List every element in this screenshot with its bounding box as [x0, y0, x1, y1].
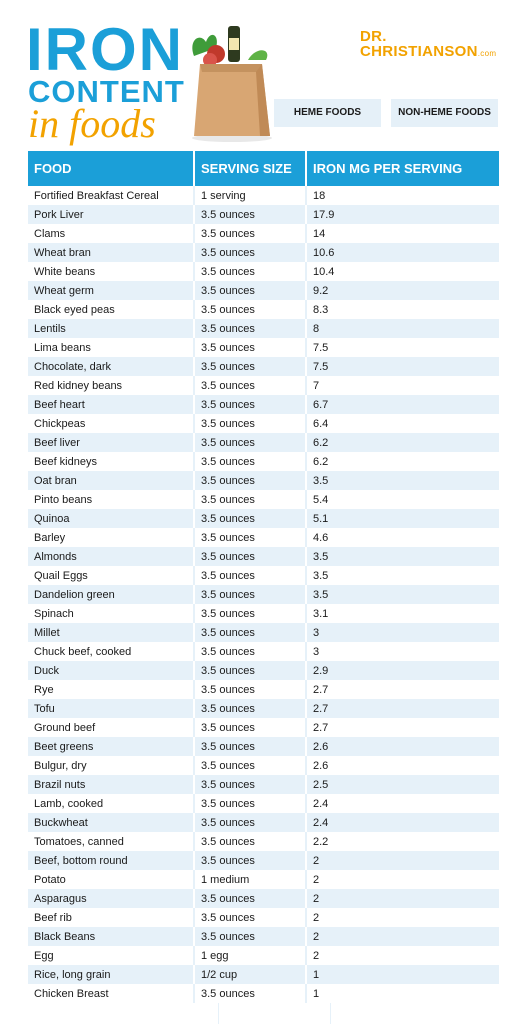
iron-mg-cell: 7 — [306, 376, 499, 395]
serving-size-cell: 3.5 ounces — [194, 832, 306, 851]
serving-size-cell: 3.5 ounces — [194, 623, 306, 642]
serving-size-cell: 1/2 cup — [194, 965, 306, 984]
table-row — [28, 965, 499, 984]
serving-size-cell: 3.5 ounces — [194, 566, 306, 585]
serving-size-cell: 3.5 ounces — [194, 908, 306, 927]
food-cell: Black Beans — [28, 927, 194, 946]
iron-mg-cell: 1 — [306, 984, 499, 1003]
food-cell: Millet — [28, 623, 194, 642]
title-iron: IRON — [26, 16, 184, 83]
iron-mg-cell: 9.2 — [306, 281, 499, 300]
iron-mg-cell: 3.5 — [306, 566, 499, 585]
serving-size-cell: 3.5 ounces — [194, 300, 306, 319]
serving-size-cell: 3.5 ounces — [194, 319, 306, 338]
food-cell: Rye — [28, 680, 194, 699]
serving-size-cell: 3.5 ounces — [194, 471, 306, 490]
food-cell: Beef, bottom round — [28, 851, 194, 870]
column-header-food: FOOD — [28, 151, 194, 186]
iron-mg-cell: 7.5 — [306, 338, 499, 357]
table-row — [28, 775, 499, 794]
iron-mg-cell: 3 — [306, 642, 499, 661]
table-row — [28, 414, 499, 433]
food-cell: Quail Eggs — [28, 566, 194, 585]
table-header-row — [28, 151, 499, 186]
table-row — [28, 680, 499, 699]
serving-size-cell: 3.5 ounces — [194, 490, 306, 509]
iron-mg-cell: 10.4 — [306, 262, 499, 281]
table-row — [28, 699, 499, 718]
serving-size-cell: 3.5 ounces — [194, 737, 306, 756]
food-cell: Potato — [28, 870, 194, 889]
table-row — [28, 509, 499, 528]
iron-mg-cell: 2 — [306, 946, 499, 965]
iron-mg-cell: 2.7 — [306, 718, 499, 737]
legend-heme-foods: HEME FOODS — [274, 99, 381, 127]
title-subtitle: in foods — [28, 101, 156, 146]
iron-mg-cell: 10.6 — [306, 243, 499, 262]
iron-mg-cell: 1 — [306, 965, 499, 984]
food-cell: Asparagus — [28, 889, 194, 908]
serving-size-cell: 3.5 ounces — [194, 224, 306, 243]
iron-mg-cell: 6.2 — [306, 452, 499, 471]
serving-size-cell: 3.5 ounces — [194, 756, 306, 775]
food-cell: Wheat germ — [28, 281, 194, 300]
table-row — [28, 737, 499, 756]
food-cell: Lima beans — [28, 338, 194, 357]
iron-mg-cell: 2 — [306, 889, 499, 908]
serving-size-cell: 3.5 ounces — [194, 509, 306, 528]
serving-size-cell: 3.5 ounces — [194, 433, 306, 452]
food-cell: Egg — [28, 946, 194, 965]
iron-mg-cell: 17.9 — [306, 205, 499, 224]
iron-mg-cell: 2 — [306, 908, 499, 927]
iron-mg-cell: 2 — [306, 870, 499, 889]
serving-size-cell: 3.5 ounces — [194, 604, 306, 623]
table-row — [28, 832, 499, 851]
serving-size-cell: 3.5 ounces — [194, 794, 306, 813]
serving-size-cell: 3.5 ounces — [194, 357, 306, 376]
iron-mg-cell: 8 — [306, 319, 499, 338]
iron-mg-cell: 6.4 — [306, 414, 499, 433]
serving-size-cell: 3.5 ounces — [194, 585, 306, 604]
table-row — [28, 224, 499, 243]
serving-size-cell: 3.5 ounces — [194, 262, 306, 281]
table-row — [28, 205, 499, 224]
iron-mg-cell: 2 — [306, 851, 499, 870]
food-cell: Ground beef — [28, 718, 194, 737]
column-header-serving-size: SERVING SIZE — [194, 151, 306, 186]
table-row — [28, 946, 499, 965]
table-row — [28, 338, 499, 357]
serving-size-cell: 3.5 ounces — [194, 528, 306, 547]
table-row — [28, 357, 499, 376]
iron-mg-cell: 3.1 — [306, 604, 499, 623]
table-row — [28, 813, 499, 832]
paper-bag-fold — [200, 64, 262, 72]
iron-mg-cell: 2.4 — [306, 813, 499, 832]
food-cell: Fortified Breakfast Cereal — [28, 186, 194, 205]
iron-mg-cell: 2 — [306, 927, 499, 946]
food-cell: Spinach — [28, 604, 194, 623]
food-cell: Duck — [28, 661, 194, 680]
serving-size-cell: 3.5 ounces — [194, 395, 306, 414]
grocery-bag-icon — [186, 20, 278, 144]
table-row — [28, 433, 499, 452]
iron-mg-cell: 7.5 — [306, 357, 499, 376]
table-row — [28, 490, 499, 509]
food-cell: Almonds — [28, 547, 194, 566]
food-cell: Bulgur, dry — [28, 756, 194, 775]
iron-mg-cell: 14 — [306, 224, 499, 243]
food-cell: Brazil nuts — [28, 775, 194, 794]
serving-size-cell: 3.5 ounces — [194, 889, 306, 908]
iron-mg-cell: 3 — [306, 623, 499, 642]
serving-size-cell: 3.5 ounces — [194, 699, 306, 718]
table-row — [28, 623, 499, 642]
serving-size-cell: 1 medium — [194, 870, 306, 889]
table-row — [28, 756, 499, 775]
food-cell: Lentils — [28, 319, 194, 338]
food-cell: White beans — [28, 262, 194, 281]
iron-mg-cell: 2.2 — [306, 832, 499, 851]
food-cell: Barley — [28, 528, 194, 547]
legend-non-heme-foods: NON-HEME FOODS — [391, 99, 498, 127]
iron-mg-cell: 2.7 — [306, 699, 499, 718]
table-row — [28, 281, 499, 300]
food-cell: Beef liver — [28, 433, 194, 452]
table-row — [28, 642, 499, 661]
table-row — [28, 566, 499, 585]
table-row — [28, 319, 499, 338]
food-cell: Chicken Breast — [28, 984, 194, 1003]
table-row — [28, 604, 499, 623]
serving-size-cell: 3.5 ounces — [194, 775, 306, 794]
serving-size-cell: 3.5 ounces — [194, 642, 306, 661]
table-row — [28, 528, 499, 547]
iron-mg-cell: 5.4 — [306, 490, 499, 509]
serving-size-cell: 3.5 ounces — [194, 414, 306, 433]
iron-mg-cell: 2.7 — [306, 680, 499, 699]
table-row — [28, 300, 499, 319]
table-row — [28, 585, 499, 604]
food-cell: Dandelion green — [28, 585, 194, 604]
table-row — [28, 908, 499, 927]
food-cell: Buckwheat — [28, 813, 194, 832]
serving-size-cell: 3.5 ounces — [194, 661, 306, 680]
table-row — [28, 186, 499, 205]
iron-mg-cell: 6.7 — [306, 395, 499, 414]
serving-size-cell: 3.5 ounces — [194, 984, 306, 1003]
food-cell: Wheat bran — [28, 243, 194, 262]
food-cell: Black eyed peas — [28, 300, 194, 319]
food-cell: Quinoa — [28, 509, 194, 528]
table-row — [28, 376, 499, 395]
iron-mg-cell: 2.4 — [306, 794, 499, 813]
table-row — [28, 984, 499, 1003]
table-row — [28, 262, 499, 281]
iron-mg-cell: 2.6 — [306, 737, 499, 756]
serving-size-cell: 3.5 ounces — [194, 376, 306, 395]
table-row — [28, 547, 499, 566]
food-cell: Chickpeas — [28, 414, 194, 433]
serving-size-cell: 3.5 ounces — [194, 547, 306, 566]
brand-suffix: .com — [477, 49, 497, 58]
serving-size-cell: 3.5 ounces — [194, 338, 306, 357]
iron-mg-cell: 2.5 — [306, 775, 499, 794]
iron-mg-cell: 2.9 — [306, 661, 499, 680]
table-row — [28, 870, 499, 889]
serving-size-cell: 3.5 ounces — [194, 813, 306, 832]
table-row — [28, 927, 499, 946]
bottle-label — [229, 38, 239, 50]
serving-size-cell: 3.5 ounces — [194, 718, 306, 737]
food-cell: Red kidney beans — [28, 376, 194, 395]
serving-size-cell: 1 egg — [194, 946, 306, 965]
food-cell: Chuck beef, cooked — [28, 642, 194, 661]
food-cell: Beef kidneys — [28, 452, 194, 471]
iron-mg-cell: 6.2 — [306, 433, 499, 452]
iron-mg-cell: 3.5 — [306, 471, 499, 490]
food-cell: Pinto beans — [28, 490, 194, 509]
serving-size-cell: 3.5 ounces — [194, 243, 306, 262]
leafy-greens-2 — [248, 50, 267, 60]
iron-mg-cell: 8.3 — [306, 300, 499, 319]
iron-mg-cell: 4.6 — [306, 528, 499, 547]
serving-size-cell: 3.5 ounces — [194, 281, 306, 300]
food-cell: Tofu — [28, 699, 194, 718]
serving-size-cell: 3.5 ounces — [194, 927, 306, 946]
table-row — [28, 661, 499, 680]
iron-content-table — [28, 151, 499, 1003]
serving-size-cell: 3.5 ounces — [194, 851, 306, 870]
food-cell: Beet greens — [28, 737, 194, 756]
food-cell: Pork Liver — [28, 205, 194, 224]
serving-size-cell: 3.5 ounces — [194, 680, 306, 699]
column-header-iron-mg: IRON MG PER SERVING — [306, 151, 499, 186]
table-row — [28, 794, 499, 813]
title-content: CONTENT — [28, 74, 185, 109]
food-cell: Lamb, cooked — [28, 794, 194, 813]
food-cell: Beef heart — [28, 395, 194, 414]
table-row — [28, 243, 499, 262]
food-cell: Oat bran — [28, 471, 194, 490]
table-row — [28, 851, 499, 870]
serving-size-cell: 3.5 ounces — [194, 205, 306, 224]
food-cell: Chocolate, dark — [28, 357, 194, 376]
brand-logo — [360, 29, 526, 59]
table-footer-strip — [28, 1003, 499, 1024]
table-row — [28, 471, 499, 490]
table-row — [28, 889, 499, 908]
table-row — [28, 452, 499, 471]
food-cell: Rice, long grain — [28, 965, 194, 984]
serving-size-cell: 3.5 ounces — [194, 452, 306, 471]
iron-mg-cell: 18 — [306, 186, 499, 205]
food-cell: Tomatoes, canned — [28, 832, 194, 851]
food-cell: Clams — [28, 224, 194, 243]
brand-name: DR. CHRISTIANSON — [360, 28, 478, 60]
table-row — [28, 395, 499, 414]
iron-mg-cell: 5.1 — [306, 509, 499, 528]
food-cell: Beef rib — [28, 908, 194, 927]
iron-mg-cell: 3.5 — [306, 547, 499, 566]
serving-size-cell: 1 serving — [194, 186, 306, 205]
iron-mg-cell: 3.5 — [306, 585, 499, 604]
table-row — [28, 718, 499, 737]
iron-mg-cell: 2.6 — [306, 756, 499, 775]
